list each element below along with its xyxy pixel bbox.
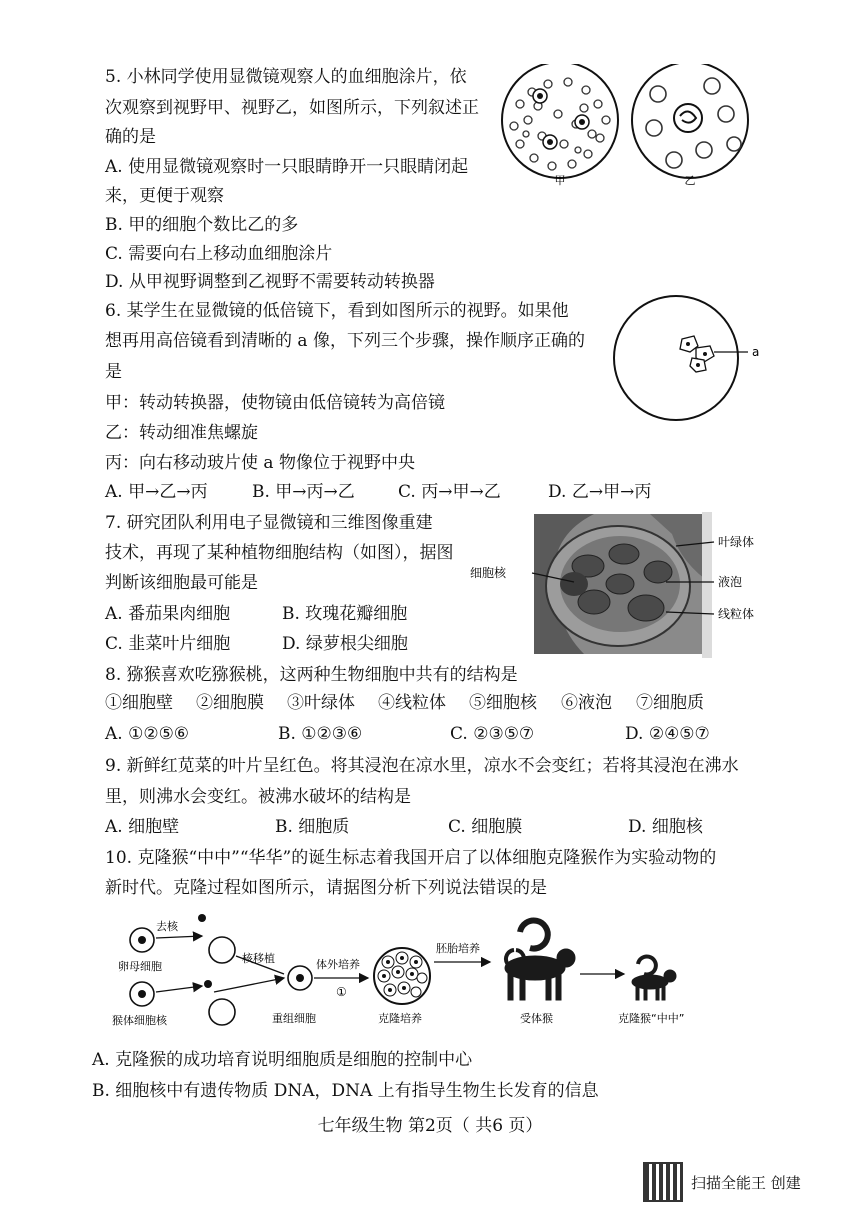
q8-structure-6: ⑥液泡 (561, 693, 612, 713)
q5-option-d: D. 从甲视野调整到乙视野不需要转动转换器 (105, 272, 435, 292)
embryo-clone-culture (374, 948, 430, 1004)
somatic-cell-body (209, 999, 235, 1025)
label-in-vitro-culture: 体外培养 (316, 958, 360, 971)
q6-stem-line-2: 想再用高倍镜看到清晰的 a 像，下列三个步骤，操作顺序正确的 (105, 331, 585, 351)
reconstructed-cell (288, 966, 312, 990)
q9-stem-line-1: 9. 新鲜红苋菜的叶片呈红色。将其浸泡在凉水里，凉水不会变红；若将其浸泡在沸水 (105, 756, 739, 776)
q5-option-c: C. 需要向右上移动血细胞涂片 (105, 244, 333, 264)
q8-option-c: C. ②③⑤⑦ (450, 724, 535, 744)
q8-structure-2: ②细胞膜 (196, 693, 264, 713)
q7-option-b: B. 玫瑰花瓣细胞 (282, 604, 408, 624)
somatic-cell (130, 982, 154, 1006)
q5-option-a: A. 使用显微镜观察时一只眼睛睁开一只眼睛闭起 (105, 157, 469, 177)
label-surrogate-monkey: 受体猴 (520, 1012, 553, 1025)
q8-structure-1: ①细胞壁 (105, 693, 173, 713)
q6-figure-label-a: a (752, 345, 760, 359)
q8-option-d: D. ②④⑤⑦ (625, 724, 710, 744)
label-remove-nucleus: 去核 (156, 920, 178, 933)
egg-cell (130, 928, 154, 952)
q7-label-chloroplast: 叶绿体 (718, 535, 755, 549)
q5-option-a-cont: 来，更便于观察 (105, 186, 224, 206)
q10-stem-line-2: 新时代。克隆过程如图所示，请据图分析下列说法错误的是 (105, 878, 547, 898)
removed-nucleus (198, 914, 206, 922)
q5-microscope-fields-figure (498, 64, 758, 188)
q9-option-a: A. 细胞壁 (105, 817, 180, 837)
q5-stem-line-3: 确的是 (105, 127, 156, 147)
q7-cell-3d-figure (470, 512, 790, 658)
q6-option-a: A. 甲→乙→丙 (105, 482, 208, 502)
q6-option-b: B. 甲→丙→乙 (252, 482, 355, 502)
q8-stem: 8. 猕猴喜欢吃猕猴桃，这两种生物细胞中共有的结构是 (105, 665, 518, 685)
somatic-nucleus (204, 980, 212, 988)
q7-label-vacuole: 液泡 (718, 575, 743, 589)
field-jia (502, 64, 618, 178)
q6-option-c: C. 丙→甲→乙 (398, 482, 501, 502)
q8-structure-5: ⑤细胞核 (469, 693, 537, 713)
surrogate-monkey-illustration (505, 921, 575, 1000)
q6-stem-line-3: 是 (105, 362, 122, 382)
q10-stem-line-1: 10. 克隆猴“中中”“华华”的诞生标志着我国开启了以体细胞克隆猴作为实验动物的 (105, 848, 717, 868)
page-footer-title: 七年级生物 第2页（ 共6 页） (317, 1116, 543, 1136)
q8-option-b: B. ①②③⑥ (278, 724, 363, 744)
q7-option-d: D. 绿萝根尖细胞 (282, 634, 408, 654)
scanner-watermark (643, 1160, 801, 1204)
label-reconstructed-cell: 重组细胞 (272, 1012, 316, 1025)
label-somatic-nucleus: 猴体细胞核 (112, 1014, 167, 1027)
cloned-monkey-illustration (632, 956, 676, 1000)
q8-option-a: A. ①②⑤⑥ (105, 724, 190, 744)
q5-stem-line-1: 5. 小林同学使用显微镜观察人的血细胞涂片，依 (105, 67, 467, 87)
field-jia-label: 甲 (554, 174, 566, 187)
watermark-text: 扫描全能王 创建 (691, 1173, 801, 1192)
q9-option-d: D. 细胞核 (628, 817, 703, 837)
q6-step-jia: 甲：转动转换器，使物镜由低倍镜转为高倍镜 (105, 393, 445, 413)
q9-option-b: B. 细胞质 (275, 817, 350, 837)
q9-option-c: C. 细胞膜 (448, 817, 523, 837)
q5-option-b: B. 甲的细胞个数比乙的多 (105, 215, 299, 235)
q6-stem-line-1: 6. 某学生在显微镜的低倍镜下，看到如图所示的视野。如果他 (105, 301, 569, 321)
label-cloned-monkey: 克隆猴“中中” (618, 1012, 685, 1025)
label-nuclear-transfer: 核移植 (242, 952, 275, 965)
q6-option-d: D. 乙→甲→丙 (548, 482, 652, 502)
q6-step-yi: 乙：转动细准焦螺旋 (105, 423, 258, 443)
q7-option-a: A. 番茄果肉细胞 (105, 604, 231, 624)
q8-structure-7: ⑦细胞质 (636, 693, 704, 713)
q7-label-mitochondria: 线粒体 (718, 607, 755, 621)
q8-structure-3: ③叶绿体 (287, 693, 355, 713)
qr-code-icon (643, 1162, 683, 1202)
label-egg-cell: 卵母细胞 (118, 960, 162, 973)
q7-stem-line-3: 判断该细胞最可能是 (105, 573, 258, 593)
field-yi (632, 64, 748, 178)
label-embryo-culture: 胚胎培养 (436, 942, 480, 955)
q7-option-c: C. 韭菜叶片细胞 (105, 634, 231, 654)
q6-low-power-field-figure (610, 294, 780, 424)
q8-structure-4: ④线粒体 (378, 693, 446, 713)
q9-stem-line-2: 里，则沸水会变红。被沸水破坏的结构是 (105, 787, 411, 807)
q5-stem-line-2: 次观察到视野甲、视野乙，如图所示，下列叙述正 (105, 98, 479, 118)
q6-step-bing: 丙：向右移动玻片使 a 物像位于视野中央 (105, 453, 415, 473)
q7-stem-line-2: 技术，再现了某种植物细胞结构（如图），据图 (105, 543, 454, 563)
q10-cloning-process-diagram (90, 910, 730, 1038)
q10-option-a: A. 克隆猴的成功培育说明细胞质是细胞的控制中心 (92, 1050, 473, 1070)
q7-stem-line-1: 7. 研究团队利用电子显微镜和三维图像重建 (105, 513, 433, 533)
label-step-1: ① (336, 985, 347, 999)
field-yi-label: 乙 (684, 174, 696, 187)
q7-label-nucleus: 细胞核 (470, 566, 507, 580)
enucleated-egg (209, 937, 235, 963)
q10-option-b: B. 细胞核中有遗传物质 DNA，DNA 上有指导生物生长发育的信息 (92, 1081, 599, 1101)
label-clone-culture: 克隆培养 (378, 1012, 422, 1025)
